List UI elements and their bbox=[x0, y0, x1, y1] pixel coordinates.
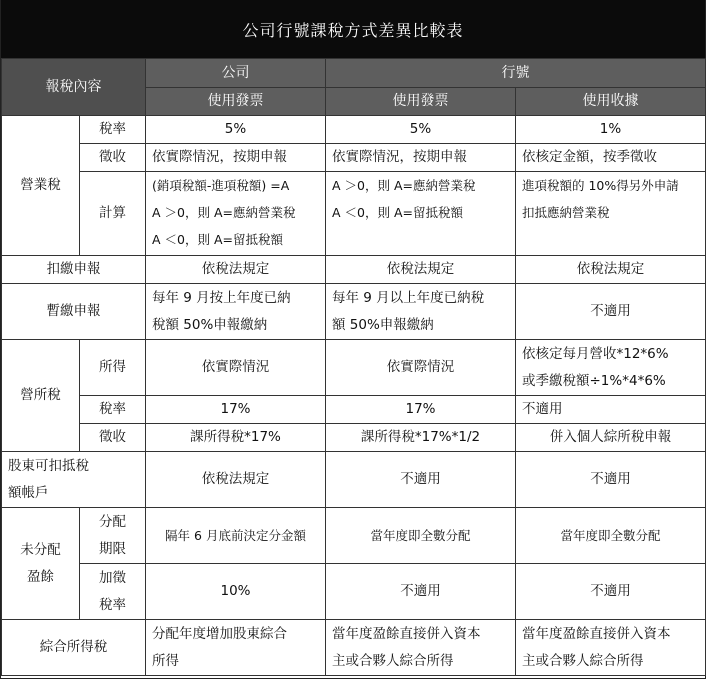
header-company-invoice: 使用發票 bbox=[146, 88, 326, 116]
business-tax-collect-firm-receipt: 依核定金額，按季徵收 bbox=[516, 144, 706, 172]
income-tax-collect-label: 徵收 bbox=[80, 424, 146, 452]
provisional-label: 暫繳申報 bbox=[2, 284, 146, 340]
income-tax-label: 營所稅 bbox=[2, 340, 80, 452]
income-tax-income-label: 所得 bbox=[80, 340, 146, 396]
text-line: 額 50%申報繳納 bbox=[332, 316, 434, 333]
table-row bbox=[2, 116, 706, 144]
text-line: 稅率 bbox=[99, 596, 126, 613]
income-tax-rate-firm-receipt: 不適用 bbox=[516, 396, 706, 424]
text-line: 未分配 bbox=[20, 541, 61, 558]
calc-line: (銷項稅額-進項稅額) =A bbox=[152, 178, 290, 193]
table-row bbox=[2, 396, 706, 424]
income-tax-income-company: 依實際情況 bbox=[146, 340, 326, 396]
header-firm: 行號 bbox=[326, 59, 706, 88]
header-firm-invoice: 使用發票 bbox=[326, 88, 516, 116]
shareholder-account-company: 依稅法規定 bbox=[146, 452, 326, 508]
consolidated-firm-receipt bbox=[516, 620, 706, 676]
calc-line: 進項稅額的 10%得另外申請 bbox=[522, 178, 679, 193]
provisional-firm-receipt: 不適用 bbox=[516, 284, 706, 340]
undistributed-surtax-company: 10% bbox=[146, 564, 326, 620]
income-tax-rate-firm-invoice: 17% bbox=[326, 396, 516, 424]
withholding-firm-receipt: 依稅法規定 bbox=[516, 256, 706, 284]
business-tax-calc-label: 計算 bbox=[80, 172, 146, 256]
income-tax-rate-label: 稅率 bbox=[80, 396, 146, 424]
text-line: 依核定每月營收*12*6% bbox=[522, 345, 669, 362]
shareholder-account-label bbox=[2, 452, 146, 508]
withholding-firm-invoice: 依稅法規定 bbox=[326, 256, 516, 284]
calc-line: A ＞0，則 A=應納營業稅 bbox=[152, 205, 296, 220]
page-title: 公司行號課稅方式差異比較表 bbox=[1, 0, 705, 58]
consolidated-company bbox=[146, 620, 326, 676]
business-tax-label: 營業稅 bbox=[2, 116, 80, 256]
undistributed-period-firm-receipt: 當年度即全數分配 bbox=[516, 508, 706, 564]
consolidated-firm-invoice bbox=[326, 620, 516, 676]
table-row bbox=[2, 172, 706, 256]
text-line: 或季繳稅額÷1%*4*6% bbox=[522, 372, 666, 389]
withholding-label: 扣繳申報 bbox=[2, 256, 146, 284]
calc-line: A ＜0，則 A=留抵稅額 bbox=[332, 205, 463, 220]
table-row bbox=[2, 424, 706, 452]
business-tax-rate-company: 5% bbox=[146, 116, 326, 144]
income-tax-collect-firm-receipt: 併入個人綜所稅申報 bbox=[516, 424, 706, 452]
business-tax-rate-firm-invoice: 5% bbox=[326, 116, 516, 144]
shareholder-account-firm-invoice: 不適用 bbox=[326, 452, 516, 508]
provisional-company bbox=[146, 284, 326, 340]
withholding-company: 依稅法規定 bbox=[146, 256, 326, 284]
undistributed-period-label bbox=[80, 508, 146, 564]
calc-line: A ＞0，則 A=應納營業稅 bbox=[332, 178, 476, 193]
business-tax-calc-firm-receipt bbox=[516, 172, 706, 256]
text-line: 額帳戶 bbox=[8, 484, 49, 501]
business-tax-collect-label: 徵收 bbox=[80, 144, 146, 172]
table-row bbox=[2, 284, 706, 340]
text-line: 分配年度增加股東綜合 bbox=[152, 625, 287, 642]
income-tax-rate-company: 17% bbox=[146, 396, 326, 424]
table-row bbox=[2, 144, 706, 172]
undistributed-label bbox=[2, 508, 80, 620]
text-line: 股東可扣抵稅 bbox=[8, 457, 89, 474]
table-row bbox=[2, 508, 706, 564]
table-row bbox=[2, 452, 706, 508]
calc-line: 扣抵應納營業稅 bbox=[522, 205, 610, 220]
text-line: 稅額 50%申報繳納 bbox=[152, 316, 268, 333]
text-line: 當年度盈餘直接併入資本 bbox=[332, 625, 481, 642]
undistributed-period-firm-invoice: 當年度即全數分配 bbox=[326, 508, 516, 564]
text-line: 盈餘 bbox=[27, 568, 54, 585]
text-line: 主或合夥人綜合所得 bbox=[332, 652, 454, 669]
business-tax-calc-firm-invoice bbox=[326, 172, 516, 256]
income-tax-collect-firm-invoice: 課所得稅*17%*1/2 bbox=[326, 424, 516, 452]
comparison-table bbox=[1, 58, 706, 676]
business-tax-collect-firm-invoice: 依實際情況，按期申報 bbox=[326, 144, 516, 172]
shareholder-account-firm-receipt: 不適用 bbox=[516, 452, 706, 508]
text-line: 每年 9 月按上年度已納 bbox=[152, 289, 291, 306]
table-row bbox=[2, 564, 706, 620]
text-line: 分配 bbox=[99, 513, 126, 530]
business-tax-collect-company: 依實際情況，按期申報 bbox=[146, 144, 326, 172]
provisional-firm-invoice bbox=[326, 284, 516, 340]
consolidated-label: 綜合所得稅 bbox=[2, 620, 146, 676]
business-tax-rate-firm-receipt: 1% bbox=[516, 116, 706, 144]
header-content-label: 報稅內容 bbox=[2, 59, 146, 116]
text-line: 主或合夥人綜合所得 bbox=[522, 652, 644, 669]
table-row bbox=[2, 340, 706, 396]
header-firm-receipt: 使用收據 bbox=[516, 88, 706, 116]
table-row bbox=[2, 620, 706, 676]
business-tax-rate-label: 稅率 bbox=[80, 116, 146, 144]
income-tax-collect-company: 課所得稅*17% bbox=[146, 424, 326, 452]
business-tax-calc-company bbox=[146, 172, 326, 256]
text-line: 所得 bbox=[152, 652, 179, 669]
undistributed-surtax-firm-receipt: 不適用 bbox=[516, 564, 706, 620]
text-line: 加徵 bbox=[99, 569, 126, 586]
text-line: 期限 bbox=[99, 540, 126, 557]
header-row-1 bbox=[2, 59, 706, 88]
text-line: 當年度盈餘直接併入資本 bbox=[522, 625, 671, 642]
undistributed-surtax-firm-invoice: 不適用 bbox=[326, 564, 516, 620]
text-line: 每年 9 月以上年度已納稅 bbox=[332, 289, 485, 306]
calc-line: A ＜0，則 A=留抵稅額 bbox=[152, 232, 283, 247]
income-tax-income-firm-receipt bbox=[516, 340, 706, 396]
undistributed-surtax-label bbox=[80, 564, 146, 620]
undistributed-period-company: 隔年 6 月底前決定分金額 bbox=[146, 508, 326, 564]
header-company: 公司 bbox=[146, 59, 326, 88]
income-tax-income-firm-invoice: 依實際情況 bbox=[326, 340, 516, 396]
table-row bbox=[2, 256, 706, 284]
